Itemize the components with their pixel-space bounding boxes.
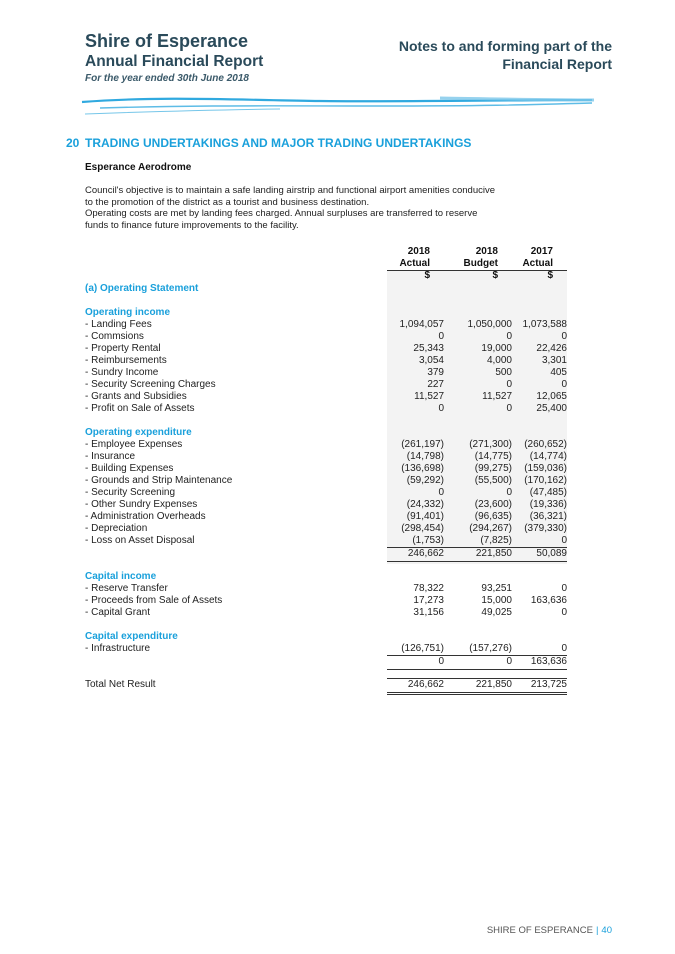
table-row: - Sundry Income 379 500 405 [85, 367, 567, 378]
operating-subtotal-row: 246,662 221,850 50,089 [407, 548, 567, 559]
table-row: - Capital Grant 31,156 49,025 0 [85, 607, 567, 618]
column-header-2018-actual: 2018 Actual $ [399, 246, 430, 281]
section-title [66, 136, 471, 150]
total-label: Total Net Result [85, 679, 156, 690]
paragraph-line: Operating costs are met by landing fees charged. Annual surpluses are transferred to reserve [85, 208, 478, 219]
table-row: - Employee Expenses (261,197) (271,300) (260,652) [85, 439, 567, 450]
table-row: - Security Screening 0 0 (47,485) [85, 487, 567, 498]
table-row: - Property Rental 25,343 19,000 22,426 [85, 343, 567, 354]
table-row: - Profit on Sale of Assets 0 0 25,400 [85, 403, 567, 414]
table-row: - Administration Overheads (91,401) (96,635) (36,321) [85, 511, 567, 522]
table-row: - Landing Fees 1,094,057 1,050,000 1,073,588 [85, 319, 567, 330]
table-row: - Grants and Subsidies 11,527 11,527 12,065 [85, 391, 567, 402]
operating-expenditure-heading: Operating expenditure [85, 427, 192, 438]
column-header-2017-actual: 2017 Actual $ [522, 246, 553, 281]
capital-subtotal-row: 0 0 163,636 [438, 656, 567, 667]
table-row: - Other Sundry Expenses (24,332) (23,600) (19,336) [85, 499, 567, 510]
total-row: Total Net Result 246,662 221,850 213,725 [85, 679, 567, 690]
table-row: - Proceeds from Sale of Assets 17,273 15,000 163,636 [85, 595, 567, 606]
subheading: Esperance Aerodrome [85, 162, 192, 173]
total-double-rule-1 [387, 692, 567, 693]
table-row: - Commsions 0 0 0 [85, 331, 567, 342]
notes-line-2: Financial Report [502, 56, 612, 72]
footer-separator: | [595, 925, 599, 936]
section-title-text: TRADING UNDERTAKINGS AND MAJOR TRADING UNDERTAKINGS [85, 136, 472, 150]
table-row: - Reserve Transfer 78,322 93,251 0 [85, 583, 567, 594]
table-row: - Infrastructure (126,751) (157,276) 0 [85, 643, 567, 654]
report-name: Annual Financial Report [85, 53, 264, 70]
statement-title: (a) Operating Statement [85, 283, 199, 294]
header-underline [387, 270, 567, 271]
notes-line-1: Notes to and forming part of the [398, 38, 612, 54]
org-name: Shire of Esperance [85, 31, 249, 51]
capital-income-heading: Capital income [85, 571, 157, 582]
table-row: - Security Screening Charges 227 0 0 [85, 379, 567, 390]
report-header [85, 31, 263, 84]
paragraph-line: Council's objective is to maintain a safe landing airstrip and functional airport amenities conducive [85, 185, 496, 196]
column-header-2018-budget: 2018 Budget $ [463, 246, 498, 281]
table-row: - Depreciation (298,454) (294,267) (379,330) [85, 523, 567, 534]
objective-paragraph [85, 185, 545, 231]
footer-org: SHIRE OF ESPERANCE [486, 925, 593, 936]
subtotal-underline [387, 561, 567, 562]
paragraph-line: to the promotion of the district as a tourist and business destination. [85, 196, 370, 208]
capital-expenditure-heading: Capital expenditure [85, 631, 178, 642]
page-number: 40 [601, 925, 612, 936]
table-row: - Insurance (14,798) (14,775) (14,774) [85, 451, 567, 462]
notes-heading [399, 37, 612, 73]
capital-subtotal-underline [387, 669, 567, 670]
page-footer [487, 925, 612, 936]
table-row: - Grounds and Strip Maintenance (59,292) (55,500) (170,162) [85, 475, 567, 486]
report-period: For the year ended 30th June 2018 [85, 73, 249, 84]
operating-income-heading: Operating income [85, 307, 171, 318]
table-row: - Building Expenses (136,698) (99,275) (159,036) [85, 463, 567, 474]
header-swoosh-decoration [80, 88, 600, 120]
total-double-rule-2 [387, 694, 567, 695]
paragraph-line: funds to finance future improvements to the facility. [85, 219, 299, 231]
table-row: - Reimbursements 3,054 4,000 3,301 [85, 355, 567, 366]
table-row: - Loss on Asset Disposal (1,753) (7,825) 0 [85, 535, 567, 546]
section-number: 20 [66, 136, 80, 150]
